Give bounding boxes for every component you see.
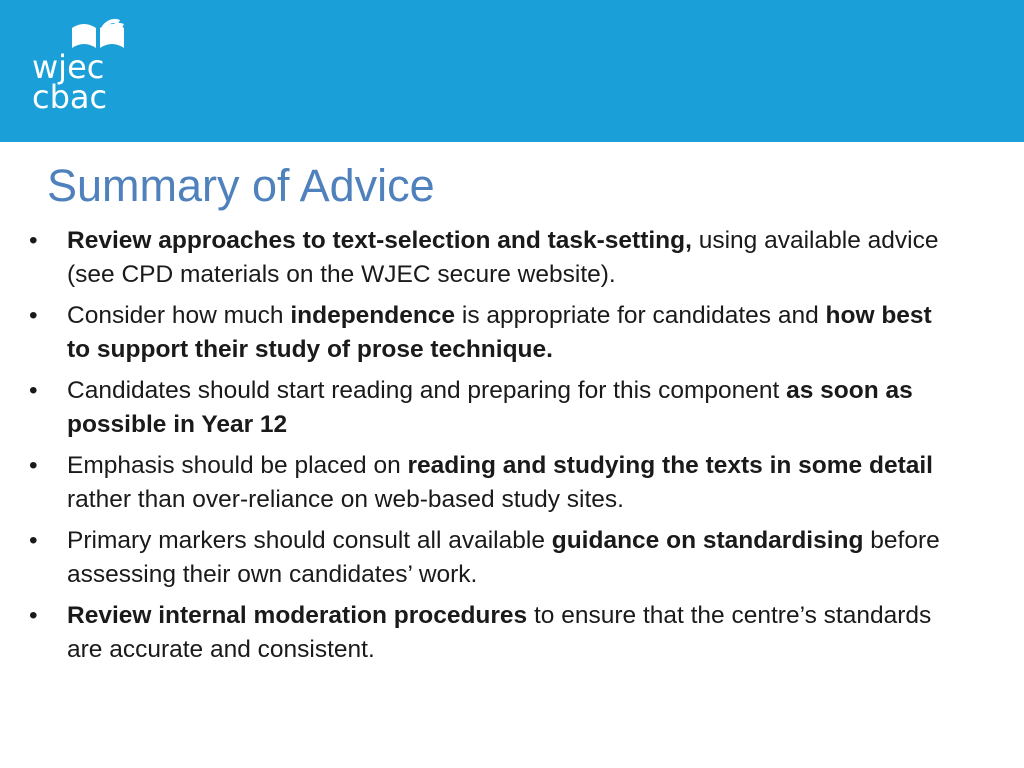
bullet-marker: • <box>29 602 38 629</box>
bullet-text-bold: how best to support their study of prose technique. <box>67 302 932 363</box>
bullet-text-bold: as soon as possible in Year 12 <box>67 377 913 438</box>
bullet-item <box>0 299 957 367</box>
bullet-text: is appropriate for candidates and <box>455 302 826 329</box>
bullet-text-bold: Review internal moderation procedures <box>67 602 528 629</box>
bullet-marker: • <box>29 227 38 254</box>
bullet-text-bold: Review approaches to text-selection and task-setting, <box>67 227 692 254</box>
bullet-text: using available advice (see CPD materials on the WJEC secure website). <box>67 227 939 288</box>
bullet-item <box>0 524 957 592</box>
bullet-text: Candidates should start reading and preparing for this component <box>67 377 787 404</box>
bullet-list <box>0 224 1000 674</box>
bullet-text: Emphasis should be placed on <box>67 452 408 479</box>
bullet-text: to ensure that the centre’s standards are accurate and consistent. <box>67 602 932 663</box>
logo-line-1: wjec <box>32 48 105 86</box>
bullet-marker: • <box>29 377 38 404</box>
bullet-text-bold: reading and studying the texts in some detail <box>407 452 933 479</box>
logo-line-2: cbac <box>32 78 108 116</box>
header-banner <box>0 0 1024 142</box>
slide-title: Summary of Advice <box>47 160 435 211</box>
bullet-marker: • <box>29 452 38 479</box>
bullet-text: before assessing their own candidates’ work. <box>67 527 940 588</box>
wjec-logo <box>30 18 130 118</box>
bullet-marker: • <box>29 527 38 554</box>
bullet-item <box>0 374 957 442</box>
bullet-text-bold: guidance on standardising <box>551 527 864 554</box>
bullet-text: rather than over-reliance on web-based study sites. <box>67 486 624 513</box>
bullet-text-bold: independence <box>290 302 456 329</box>
bullet-text: Consider how much <box>67 302 291 329</box>
bullet-marker: • <box>29 302 38 329</box>
bullet-text: Primary markers should consult all available <box>67 527 552 554</box>
logo-text <box>32 48 108 116</box>
bullet-item <box>0 224 957 292</box>
bullet-item <box>0 449 957 517</box>
bullet-item <box>0 599 957 667</box>
